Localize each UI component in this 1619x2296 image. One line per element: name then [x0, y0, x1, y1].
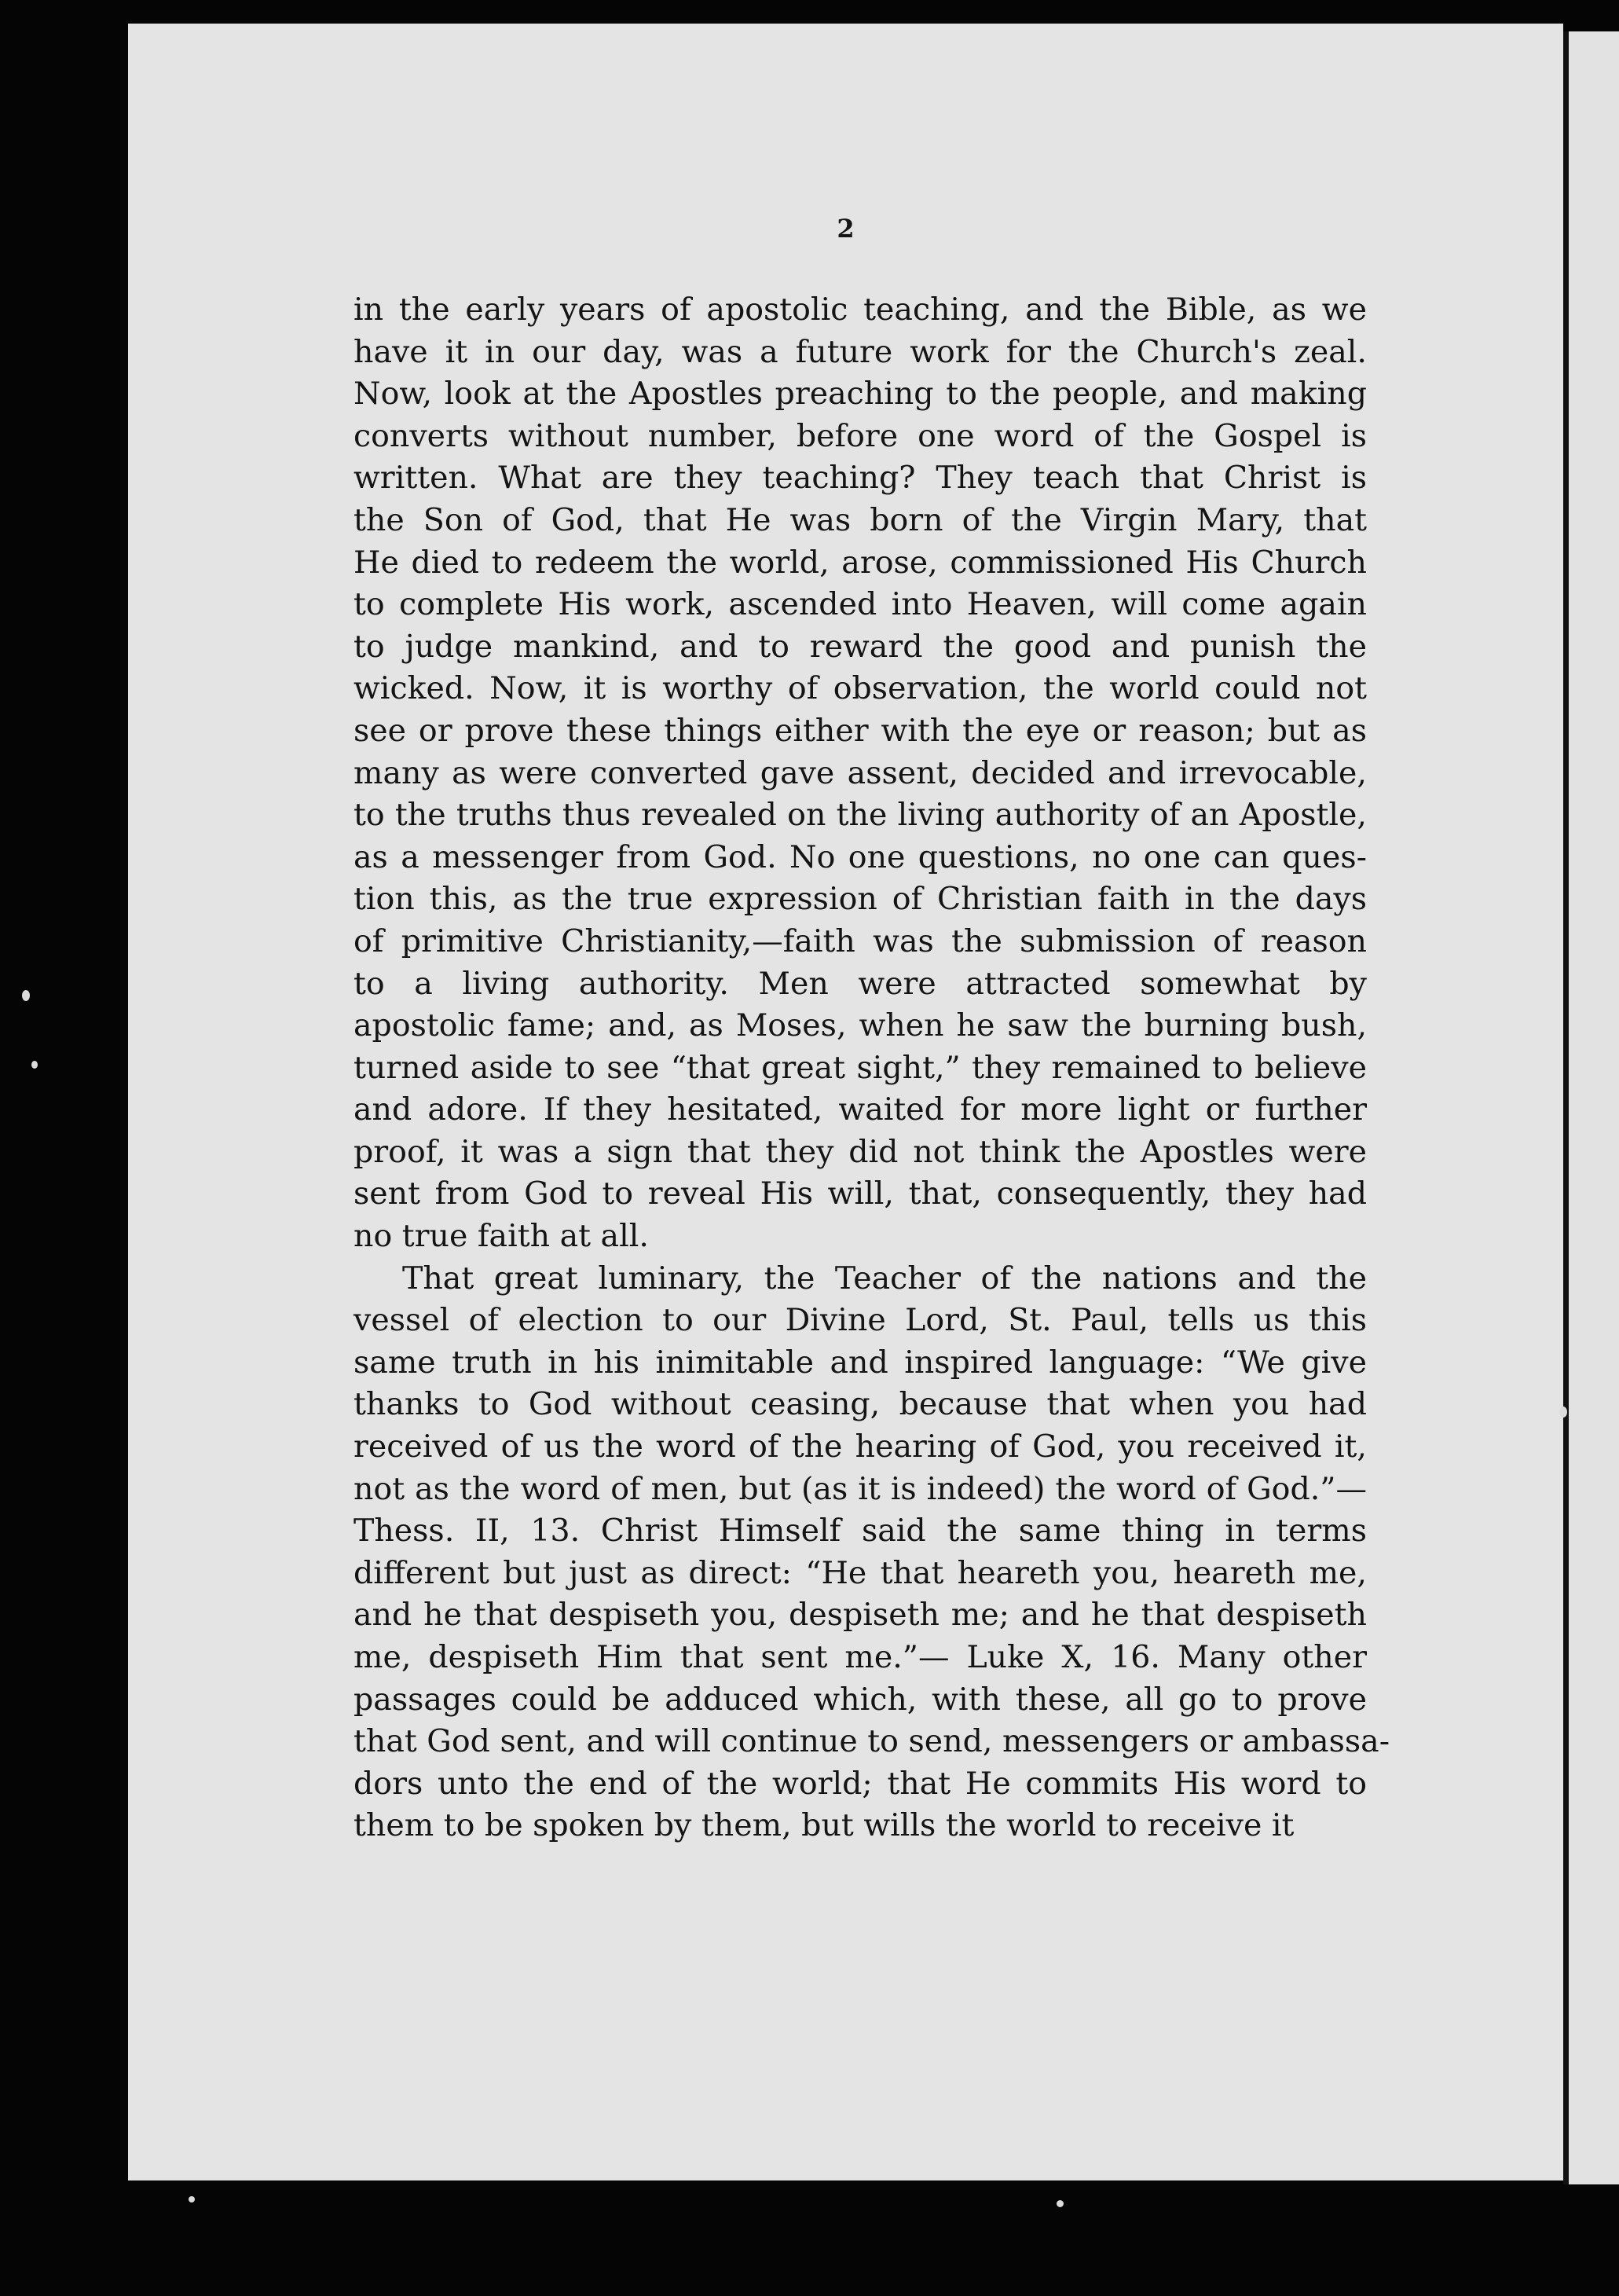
text-line: the Son of God, that He was born of the Virgin Mary, that [353, 501, 1367, 538]
text-line: that God sent, and will continue to send, messengers or ambassa- [353, 1723, 1390, 1760]
paragraphs [353, 289, 1390, 1847]
scan-speck [22, 990, 30, 1001]
scan-speck [189, 2196, 195, 2202]
text-line: to the truths thus revealed on the living authority of an Apostle, [353, 797, 1367, 834]
text-line: He died to redeem the world, arose, commissioned His Church [353, 544, 1367, 581]
text-line: of primitive Christianity,—faith was the submission of reason [353, 922, 1367, 959]
text-line: Now, look at the Apostles preaching to the people, and making [353, 376, 1367, 413]
next-page-edge [1569, 31, 1619, 2184]
text-line: many as were converted gave assent, decided and irrevocable, [353, 754, 1367, 791]
text-line: dors unto the end of the world; that He commits His word to [353, 1765, 1367, 1802]
text-line: vessel of election to our Divine Lord, St. Paul, tells us this [353, 1302, 1367, 1339]
text-line: received of us the word of the hearing of God, you received it, [353, 1429, 1367, 1465]
paragraph [353, 1258, 1390, 1847]
text-line: no true faith at all. [353, 1218, 649, 1255]
text-line: proof, it was a sign that they did not think the Apostles were [353, 1133, 1367, 1170]
text-line: Thess. II, 13. Christ Himself said the same thing in terms [353, 1513, 1367, 1550]
page-number: 2 [837, 214, 855, 244]
text-line: and he that despiseth you, despiseth me; and he that despiseth [353, 1597, 1367, 1634]
page-edge-shadow [1563, 31, 1569, 2184]
text-line: tion this, as the true expression of Christian faith in the days [353, 881, 1367, 918]
scan-speck [31, 1061, 38, 1069]
text-line: turned aside to see “that great sight,” they remained to believe [353, 1049, 1367, 1086]
body-text [353, 289, 1390, 1847]
text-line: apostolic fame; and, as Moses, when he saw the burning bush, [353, 1007, 1367, 1044]
text-line: them to be spoken by them, but wills the world to receive it [353, 1807, 1295, 1844]
text-line: same truth in his inimitable and inspired language: “We give [353, 1344, 1367, 1381]
text-line: in the early years of apostolic teaching, and the Bible, as we [353, 292, 1367, 328]
text-line: see or prove these things either with the eye or reason; but as [353, 712, 1367, 749]
text-line: different but just as direct: “He that heareth you, heareth me, [353, 1554, 1367, 1591]
scan-speck [1057, 2200, 1064, 2207]
text-line: written. What are they teaching? They teach that Christ is [353, 460, 1367, 497]
text-line: and adore. If they hesitated, waited for more light or further [353, 1091, 1367, 1128]
text-line: have it in our day, was a future work for the Church's zeal. [353, 333, 1367, 370]
text-line: me, despiseth Him that sent me.”— Luke X, 16. Many other [353, 1639, 1367, 1675]
text-line: passages could be adduced which, with these, all go to prove [353, 1681, 1367, 1718]
text-line: to judge mankind, and to reward the good and punish the [353, 628, 1367, 665]
text-line: thanks to God without ceasing, because that when you had [353, 1386, 1367, 1423]
paragraph [353, 289, 1367, 1258]
text-line: converts without number, before one word of the Gospel is [353, 417, 1367, 454]
text-line: to a living authority. Men were attracted somewhat by [353, 965, 1367, 1002]
text-line: wicked. Now, it is worthy of observation, the world could not [353, 670, 1367, 707]
text-line: to complete His work, ascended into Heaven, will come again [353, 586, 1367, 623]
text-line: as a messenger from God. No one questions, no one can ques- [353, 838, 1367, 875]
text-line: That great luminary, the Teacher of the nations and the [402, 1260, 1367, 1297]
text-line: sent from God to reveal His will, that, consequently, they had [353, 1176, 1367, 1212]
text-line: not as the word of men, but (as it is indeed) the word of God.”— [353, 1470, 1367, 1507]
scan-speck [1559, 1407, 1567, 1418]
